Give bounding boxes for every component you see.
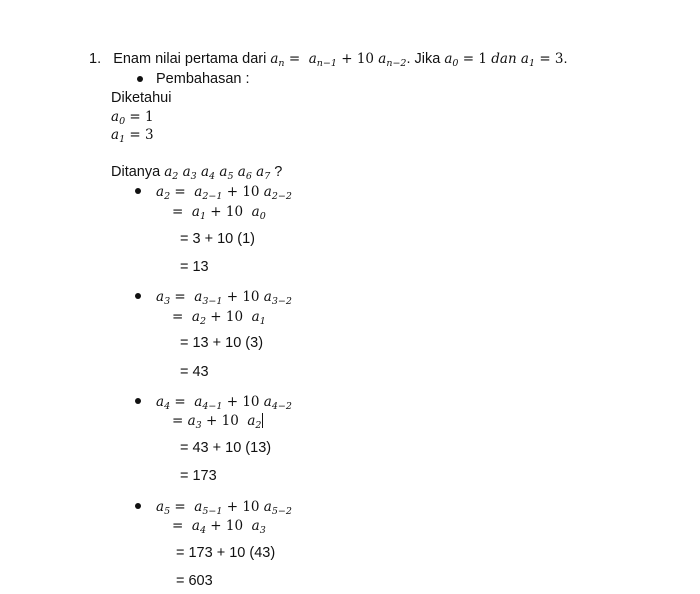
step-a3-result: = 43 (180, 364, 209, 380)
text-cursor (262, 413, 263, 428)
problem-line: 1. Enam nilai pertama dari $a_n = a_{n-1} + 10$ $a_{n-2}$. Jika $a_0 = 1$ dan $a_1 = 3$. (89, 51, 568, 69)
bullet-icon (135, 398, 141, 404)
problem-number: 1. (89, 51, 102, 67)
problem-jika: . Jika (406, 51, 441, 67)
step-a5-result: = 603 (176, 573, 213, 589)
step-a2-compute: = 3 + 10 (1) (180, 231, 255, 247)
step-a2-substitute: = $a_1 + 10$ $a_0$ (172, 204, 266, 222)
asked-line: Ditanya $a_2$ $a_3$ $a_4$ $a_5$ $a_6$ $a_7$ ? (111, 164, 283, 182)
step-a2-formula: $a_2 = a_{2-1} + 10$ $a_{2-2}$ (156, 184, 292, 202)
bullet-icon (135, 503, 141, 509)
bullet-icon (137, 76, 143, 82)
initial-conditions: $a_0 = 1$ dan $a_1 = 3$ (444, 51, 564, 69)
step-a4-substitute[interactable]: = $a_3 + 10$ $a_2$ (172, 413, 262, 431)
asked-label: Ditanya (111, 164, 161, 180)
step-a3-substitute: = $a_2 + 10$ $a_1$ (172, 309, 266, 327)
step-a3-formula: $a_3 = a_{3-1} + 10$ $a_{3-2}$ (156, 289, 292, 307)
step-a4-compute: = 43 + 10 (13) (180, 440, 272, 456)
section-heading: Pembahasan : (156, 71, 250, 87)
problem-intro: Enam nilai pertama dari (113, 51, 267, 67)
known-a1: $a_1 = 3$ (111, 127, 154, 145)
step-a5-substitute: = $a_4 + 10$ $a_3$ (172, 518, 266, 536)
bullet-icon (135, 293, 141, 299)
known-label: Diketahui (111, 90, 172, 106)
step-a3-compute: = 13 + 10 (3) (180, 335, 264, 351)
step-a2-result: = 13 (180, 259, 209, 275)
bullet-icon (135, 188, 141, 194)
step-a4-result: = 173 (180, 468, 217, 484)
step-a4-formula: $a_4 = a_{4-1} + 10$ $a_{4-2}$ (156, 394, 292, 412)
step-a5-compute: = 173 + 10 (43) (176, 545, 276, 561)
known-a0: $a_0 = 1$ (111, 109, 154, 127)
recurrence-formula: $a_n = a_{n-1} + 10$ $a_{n-2}$ (270, 51, 407, 69)
step-a5-formula: $a_5 = a_{5-1} + 10$ $a_{5-2}$ (156, 499, 292, 517)
